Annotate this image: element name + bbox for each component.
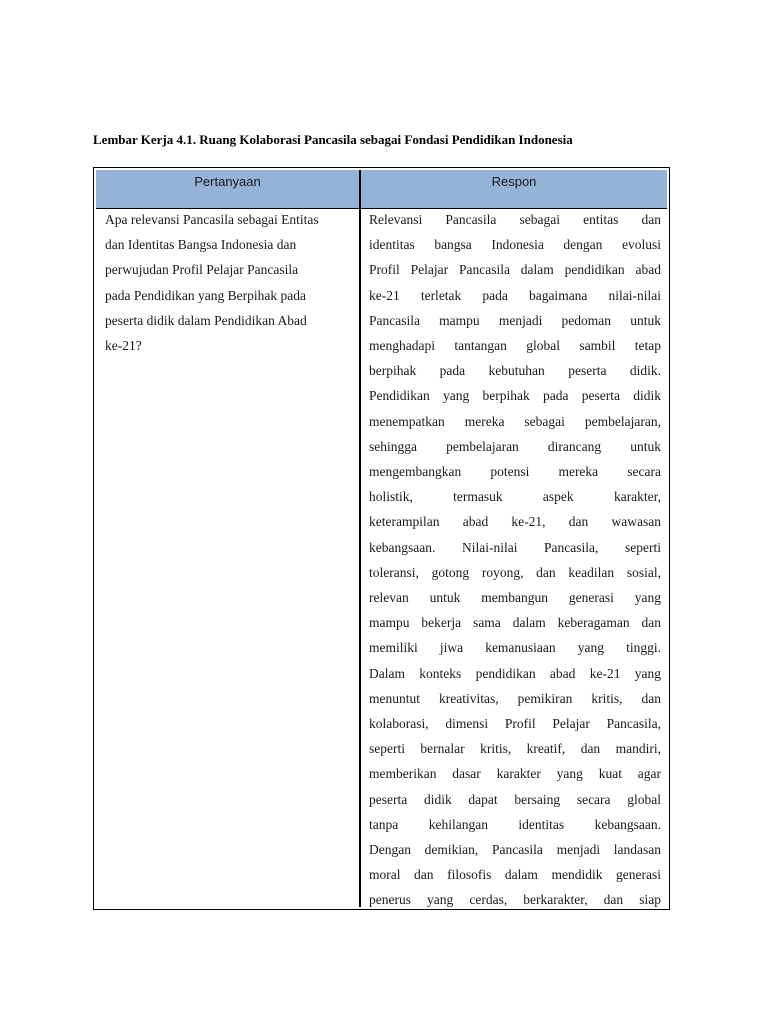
- response-line: Relevansi Pancasila sebagai entitas dan: [369, 212, 661, 227]
- response-line: mengembangkan potensi mereka secara: [369, 464, 661, 480]
- response-line: mampu bekerja sama dalam keberagaman dan: [369, 615, 661, 631]
- question-line: Apa relevansi Pancasila sebagai Entitas: [105, 212, 319, 227]
- response-line: sehingga pembelajaran dirancang untuk: [369, 438, 661, 454]
- response-line: peserta didik dapat bersaing secara global: [369, 791, 661, 807]
- response-line: memiliki jiwa kemanusiaan yang tinggi.: [369, 640, 661, 656]
- response-line: Pendidikan yang berpihak pada peserta didik: [369, 388, 661, 404]
- response-line: kolaborasi, dimensi Profil Pelajar Pancasila,: [369, 716, 661, 732]
- response-line: penerus yang cerdas, berkarakter, dan siap: [369, 892, 661, 907]
- response-line: menuntut kreativitas, pemikiran kritis, dan: [369, 690, 661, 706]
- response-line: moral dan filosofis dalam mendidik generasi: [369, 867, 661, 883]
- question-line: ke-21?: [105, 338, 142, 354]
- response-line: toleransi, gotong royong, dan keadilan sosial,: [369, 564, 661, 580]
- response-line: tanpa kehilangan identitas kebangsaan.: [369, 816, 661, 832]
- question-cell: [105, 207, 355, 358]
- response-line: Profil Pelajar Pancasila dalam pendidikan abad: [369, 262, 661, 278]
- question-line: peserta didik dalam Pendidikan Abad: [105, 312, 307, 328]
- response-line: ke-21 terletak pada bagaimana nilai-nilai: [369, 287, 661, 303]
- response-cell: [369, 207, 661, 907]
- column-header-response: Respon: [491, 174, 537, 189]
- table-header-row: [96, 170, 667, 209]
- question-line: pada Pendidikan yang Berpihak pada: [105, 287, 306, 303]
- response-line: seperti bernalar kritis, kreatif, dan mandiri,: [369, 741, 661, 757]
- column-header-question: Pertanyaan: [194, 174, 261, 189]
- response-line: keterampilan abad ke-21, dan wawasan: [369, 514, 661, 530]
- response-line: relevan untuk membangun generasi yang: [369, 590, 661, 606]
- response-line: holistik, termasuk aspek karakter,: [369, 489, 661, 505]
- response-line: Pancasila mampu menjadi pedoman untuk: [369, 312, 661, 328]
- response-line: Dalam konteks pendidikan abad ke-21 yang: [369, 665, 661, 681]
- response-line: identitas bangsa Indonesia dengan evolusi: [369, 237, 661, 253]
- response-line: memberikan dasar karakter yang kuat agar: [369, 766, 661, 782]
- question-line: dan Identitas Bangsa Indonesia dan: [105, 237, 297, 253]
- worksheet-table: [93, 167, 670, 910]
- response-line: berpihak pada kebutuhan peserta didik.: [369, 363, 661, 379]
- response-line: Dengan demikian, Pancasila menjadi landasan: [369, 842, 661, 858]
- response-line: menghadapi tantangan global sambil tetap: [369, 338, 661, 354]
- response-line: kebangsaan. Nilai-nilai Pancasila, seperti: [369, 539, 661, 555]
- question-line: perwujudan Profil Pelajar Pancasila: [105, 262, 299, 278]
- column-divider: [359, 170, 361, 907]
- response-line: menempatkan mereka sebagai pembelajaran,: [369, 413, 661, 429]
- worksheet-title: Lembar Kerja 4.1. Ruang Kolaborasi Pancasila sebagai Fondasi Pendidikan Indonesia: [93, 132, 573, 147]
